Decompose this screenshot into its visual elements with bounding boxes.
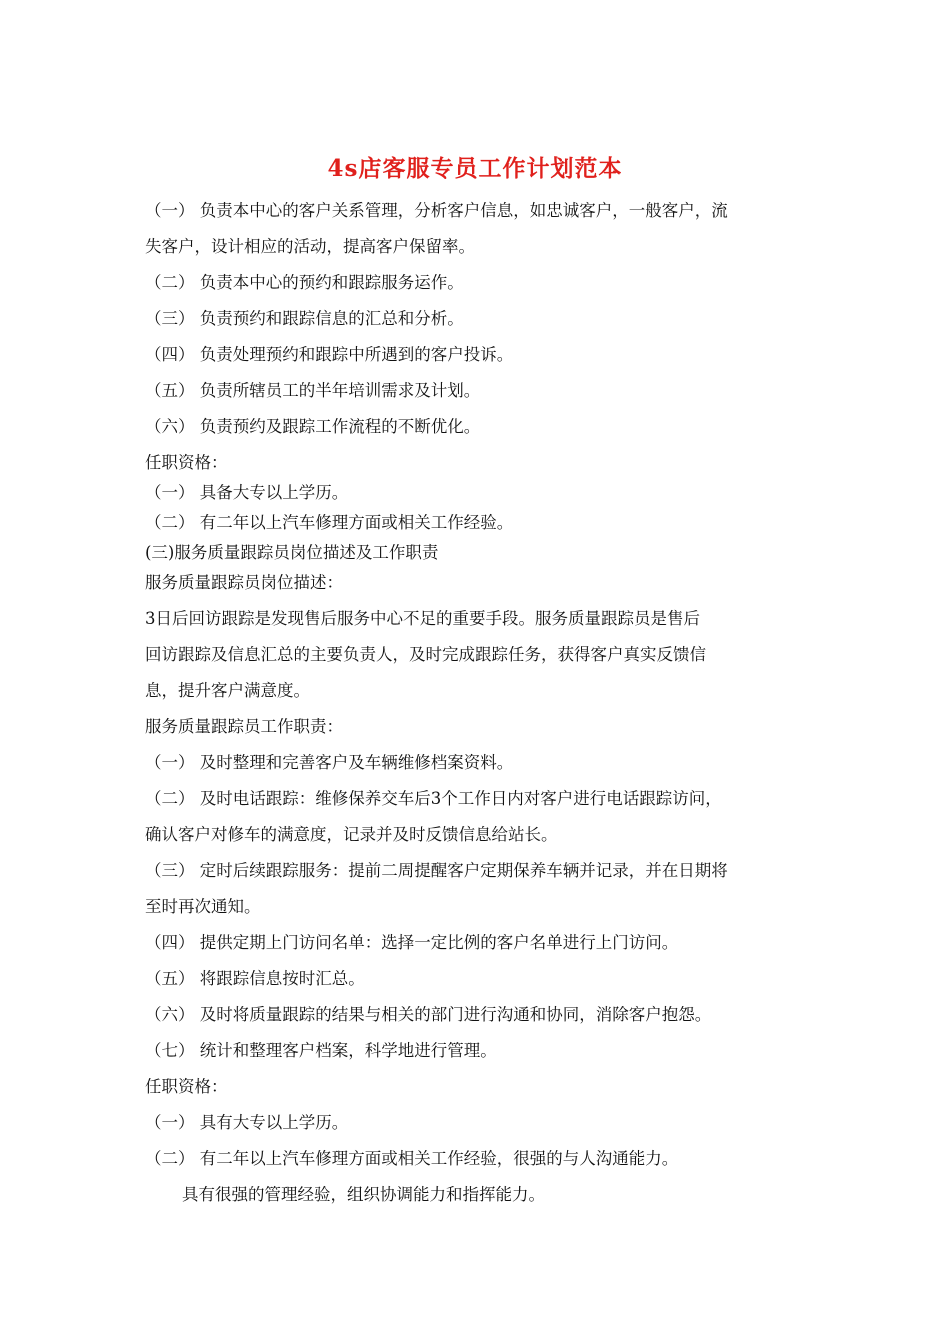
section-heading: 任职资格：	[145, 1077, 228, 1096]
paragraph-line: （四） 负责处理预约和跟踪中所遇到的客户投诉。	[145, 345, 514, 364]
paragraph-line: （二） 负责本中心的预约和跟踪服务运作。	[145, 273, 464, 292]
paragraph-line: (三)服务质量跟踪员岗位描述及工作职责	[145, 543, 439, 562]
paragraph-line: （七） 统计和整理客户档案，科学地进行管理。	[145, 1041, 497, 1060]
paragraph-line: （六） 负责预约及跟踪工作流程的不断优化。	[145, 417, 481, 436]
paragraph-line: 至时再次通知。	[145, 897, 261, 916]
section-heading: 服务质量跟踪员岗位描述：	[145, 573, 343, 592]
document-body	[145, 196, 815, 1210]
paragraph-line: 确认客户对修车的满意度，记录并及时反馈信息给站长。	[145, 825, 558, 844]
paragraph-line: （二） 及时电话跟踪：维修保养交车后3个工作日内对客户进行电话跟踪访问，	[145, 789, 722, 808]
paragraph-line: 回访跟踪及信息汇总的主要负责人，及时完成跟踪任务，获得客户真实反馈信	[145, 645, 706, 664]
paragraph-line: （六） 及时将质量跟踪的结果与相关的部门进行沟通和协同，消除客户抱怨。	[145, 1005, 712, 1024]
section-heading: 任职资格：	[145, 453, 228, 472]
paragraph-line: （一） 及时整理和完善客户及车辆维修档案资料。	[145, 753, 514, 772]
paragraph-line: （一） 具有大专以上学历。	[145, 1113, 349, 1132]
paragraph-line: 失客户，设计相应的活动，提高客户保留率。	[145, 237, 475, 256]
paragraph-line: （一） 负责本中心的客户关系管理，分析客户信息，如忠诚客户，一般客户，流	[145, 201, 728, 220]
paragraph-line: 具有很强的管理经验，组织协调能力和指挥能力。	[182, 1185, 545, 1204]
paragraph-line: （三） 负责预约和跟踪信息的汇总和分析。	[145, 309, 464, 328]
paragraph-line: 息，提升客户满意度。	[145, 681, 310, 700]
section-heading: 服务质量跟踪员工作职责：	[145, 717, 343, 736]
document-title: 4s店客服专员工作计划范本	[327, 155, 623, 182]
paragraph-line: （四） 提供定期上门访问名单：选择一定比例的客户名单进行上门访问。	[145, 933, 679, 952]
paragraph-line: （五） 将跟踪信息按时汇总。	[145, 969, 365, 988]
paragraph-line: （二） 有二年以上汽车修理方面或相关工作经验，很强的与人沟通能力。	[145, 1149, 679, 1168]
paragraph-line: （三） 定时后续跟踪服务：提前二周提醒客户定期保养车辆并记录，并在日期将	[145, 861, 728, 880]
paragraph-line: （二） 有二年以上汽车修理方面或相关工作经验。	[145, 513, 514, 532]
paragraph-line: （一） 具备大专以上学历。	[145, 483, 349, 502]
paragraph-line: （五） 负责所辖员工的半年培训需求及计划。	[145, 381, 481, 400]
paragraph-line: 3日后回访跟踪是发现售后服务中心不足的重要手段。服务质量跟踪员是售后	[145, 609, 700, 628]
